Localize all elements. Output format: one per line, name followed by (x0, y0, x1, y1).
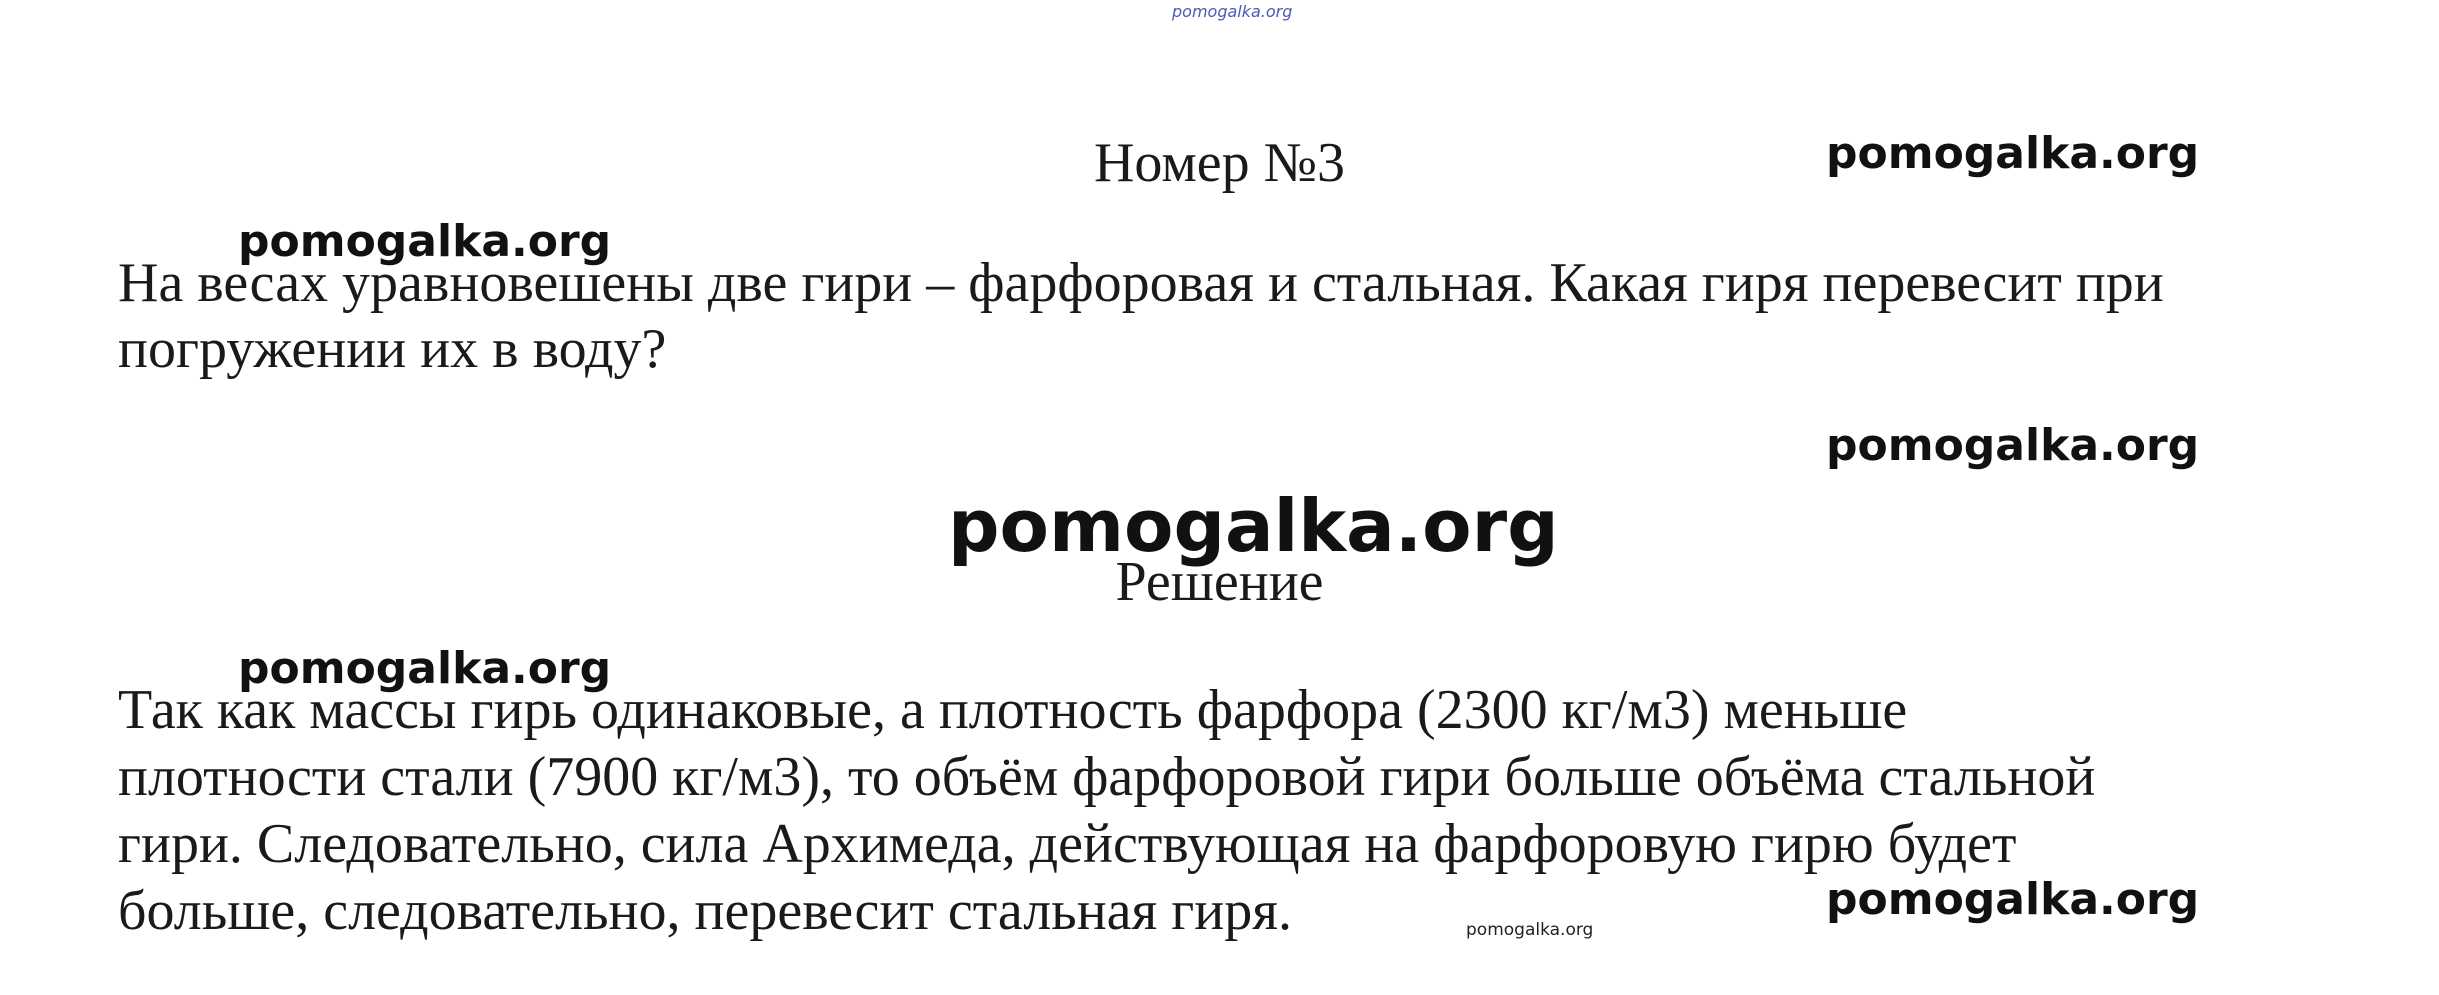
watermark-center-large: pomogalka.org (948, 484, 1559, 568)
watermark-middle-right: pomogalka.org (1826, 420, 2200, 471)
watermark-top: pomogalka.org (1172, 2, 1293, 21)
answer-line: больше, следовательно, перевесит стальная гиря. (118, 880, 1292, 942)
watermark-bottom-right: pomogalka.org (1826, 874, 2200, 925)
answer-line: Так как массы гирь одинаковые, а плотность фарфора (2300 кг/м3) меньше (118, 679, 1908, 741)
solution-heading: Решение (1115, 551, 1324, 613)
question-line: погружении их в воду? (118, 318, 667, 380)
answer-line: плотности стали (7900 кг/м3), то объём фарфоровой гири больше объёма стальной (118, 746, 2096, 808)
watermark-header-right: pomogalka.org (1826, 128, 2200, 179)
watermark-bottom-small: pomogalka.org (1466, 920, 1594, 940)
question-line: На весах уравновешены две гири – фарфоровая и стальная. Какая гиря перевесит при (118, 252, 2164, 314)
question-text (118, 250, 2368, 382)
watermark-solution-left: pomogalka.org (238, 643, 612, 694)
page-title: Номер №3 (1093, 132, 1346, 194)
answer-line: гири. Следовательно, сила Архимеда, действующая на фарфоровую гирю будет (118, 813, 2017, 875)
watermark-question-left: pomogalka.org (238, 216, 612, 267)
